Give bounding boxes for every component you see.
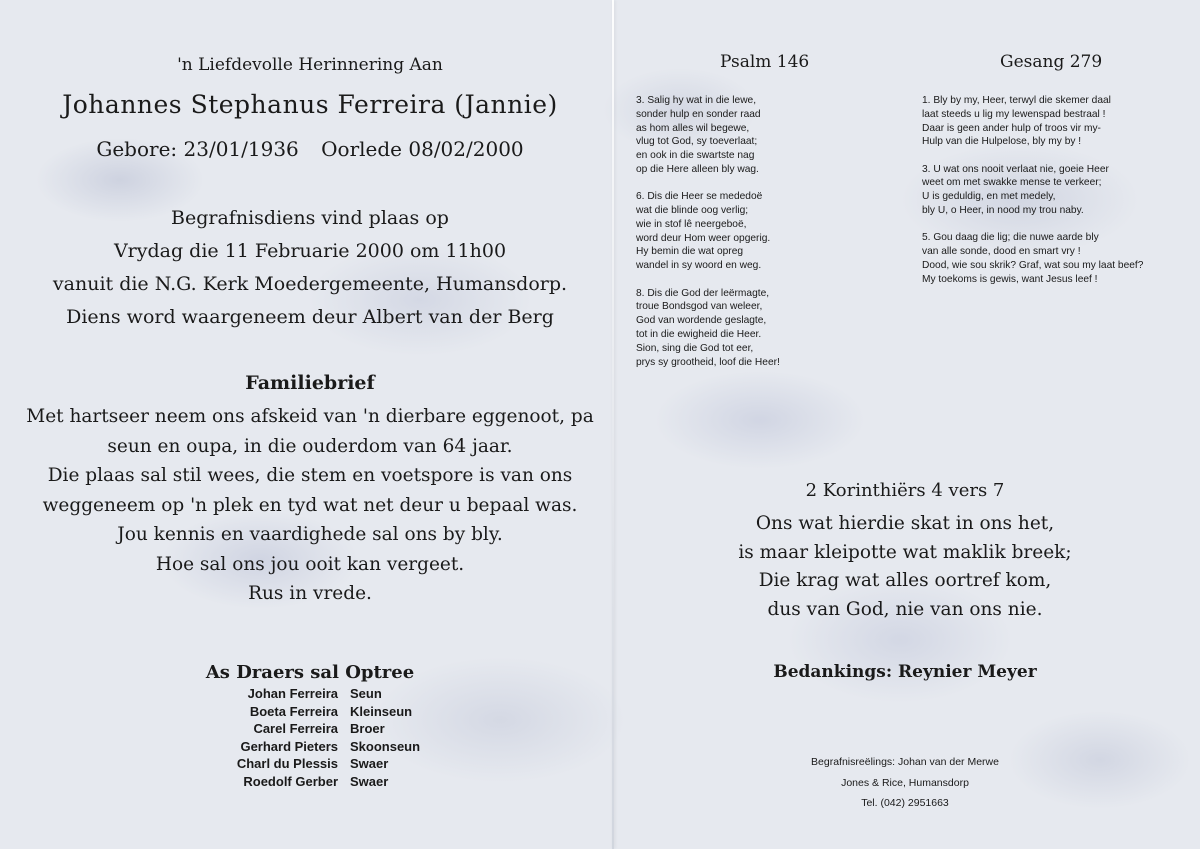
deceased-name: Johannes Stephanus Ferreira (Jannie) bbox=[62, 90, 558, 119]
pallbearer-relation: Kleinseun bbox=[350, 703, 413, 719]
verse-line: God van wordende geslagte, bbox=[636, 315, 767, 327]
verse-line: op die Here alleen bly wag. bbox=[636, 163, 759, 175]
verse-line: 8. Dis die God der leërmagte, bbox=[636, 287, 770, 299]
pallbearers-title: As Draers sal Optree bbox=[205, 662, 415, 683]
psalm-verse bbox=[636, 287, 780, 370]
letter-line: Rus in vrede. bbox=[248, 583, 372, 604]
hymn-title: Gesang 279 bbox=[1000, 52, 1103, 72]
pallbearer-name: Roedolf Gerber bbox=[243, 773, 338, 789]
letter-line: weggeneem op 'n plek en tyd wat net deur u bepaal was. bbox=[42, 494, 578, 516]
pallbearer-name: Charl du Plessis bbox=[236, 756, 338, 771]
verse-line: wandel in sy woord en weg. bbox=[636, 260, 762, 272]
scripture-line: is maar kleipotte wat maklik breek; bbox=[738, 541, 1072, 563]
verse-line: 5. Gou daag die lig; die nuwe aarde bly bbox=[922, 232, 1099, 244]
verse-line: word deur Hom weer opgerig. bbox=[636, 232, 771, 244]
undertaker-line: Begrafnisreëlings: Johan van der Merwe bbox=[811, 756, 999, 768]
pallbearer-relation: Swaer bbox=[350, 773, 389, 789]
verse-line: laat steeds u lig my lewenspad bestraal ! bbox=[922, 108, 1106, 120]
pallbearers-list bbox=[188, 686, 450, 791]
family-letter bbox=[20, 402, 600, 609]
pallbearer-name: Carel Ferreira bbox=[253, 721, 338, 736]
pallbearer-name: Johan Ferreira bbox=[247, 686, 338, 701]
pallbearer-row bbox=[188, 686, 450, 704]
hymn-verse bbox=[922, 163, 1143, 218]
thanks-line: Bedankings: Reynier Meyer bbox=[773, 662, 1037, 682]
service-details bbox=[20, 202, 600, 334]
pallbearer-row bbox=[188, 739, 450, 757]
service-line: Vrydag die 11 Februarie 2000 om 11h00 bbox=[113, 240, 507, 262]
verse-line: U is geduldig, en met medely, bbox=[922, 191, 1056, 203]
verse-line: Hy bemin die wat opreg bbox=[636, 246, 744, 258]
verse-line: 3. Salig hy wat in die lewe, bbox=[636, 95, 757, 106]
death-date: Oorlede 08/02/2000 bbox=[321, 137, 524, 161]
undertaker-line: Tel. (042) 2951663 bbox=[861, 797, 949, 809]
verse-line: Sion, sing die God tot eer, bbox=[636, 342, 754, 354]
verse-line: tot in die ewigheid die Heer. bbox=[636, 328, 762, 340]
verse-line: 1. Bly by my, Heer, terwyl die skemer daal bbox=[922, 95, 1111, 106]
undertaker-details bbox=[620, 752, 1190, 814]
verse-line: van alle sonde, dood en smart vry ! bbox=[922, 246, 1081, 258]
pallbearer-relation: Swaer bbox=[350, 756, 389, 771]
pallbearer-row bbox=[188, 774, 450, 792]
pallbearer-name: Boeta Ferreira bbox=[249, 703, 338, 719]
life-dates bbox=[20, 137, 600, 161]
letter-line: Met hartseer neem ons afskeid van 'n dierbare eggenoot, pa bbox=[26, 406, 594, 427]
verse-line: as hom alles wil begewe, bbox=[636, 122, 750, 134]
verse-line: 6. Dis die Heer se mededoë bbox=[636, 191, 763, 203]
scripture-line: Ons wat hierdie skat in ons het, bbox=[755, 513, 1055, 534]
scripture-line: Die krag wat alles oortref kom, bbox=[758, 570, 1052, 591]
psalm-verse bbox=[636, 94, 780, 177]
verse-line: Daar is geen ander hulp of troos vir my- bbox=[922, 122, 1101, 134]
right-panel bbox=[620, 0, 1190, 849]
pallbearer-row bbox=[188, 721, 450, 739]
psalm-title: Psalm 146 bbox=[720, 52, 810, 72]
verse-line: wat die blinde oog verlig; bbox=[636, 205, 749, 217]
left-panel bbox=[20, 0, 600, 849]
letter-line: seun en oupa, in die ouderdom van 64 jaar. bbox=[107, 435, 513, 457]
psalm-verses bbox=[636, 94, 780, 383]
letter-line: Jou kennis en vaardighede sal ons by bly. bbox=[117, 524, 503, 545]
verse-line: 3. U wat ons nooit verlaat nie, goeie Heer bbox=[922, 163, 1109, 175]
intro-line: 'n Liefdevolle Herinnering Aan bbox=[177, 55, 443, 75]
letter-line: Hoe sal ons jou ooit kan vergeet. bbox=[155, 553, 465, 575]
service-line: vanuit die N.G. Kerk Moedergemeente, Humansdorp. bbox=[52, 273, 568, 295]
pallbearer-relation: Seun bbox=[350, 686, 382, 701]
hymn-verse bbox=[922, 94, 1143, 149]
scripture-text bbox=[620, 510, 1190, 624]
verse-line: weet om met swakke mense te verkeer; bbox=[922, 177, 1102, 189]
pallbearer-relation: Broer bbox=[350, 721, 385, 736]
verse-line: en ook in die swartste nag bbox=[636, 150, 755, 162]
verse-line: Dood, wie sou skrik? Graf, wat sou my laat beef? bbox=[922, 259, 1144, 271]
psalm-verse bbox=[636, 190, 780, 273]
scripture-line: dus van God, nie van ons nie. bbox=[767, 598, 1043, 620]
verse-line: sonder hulp en sonder raad bbox=[636, 108, 761, 120]
pallbearer-relation: Skoonseun bbox=[350, 738, 421, 754]
verse-line: troue Bondsgod van weleer, bbox=[636, 301, 763, 313]
verse-line: Hulp van die Hulpelose, bly my by ! bbox=[922, 136, 1082, 148]
verse-line: vlug tot God, sy toeverlaat; bbox=[636, 136, 758, 148]
verse-line: bly U, o Heer, in nood my trou naby. bbox=[922, 205, 1084, 217]
hymn-verse bbox=[922, 231, 1143, 286]
scripture-title: 2 Korinthiërs 4 vers 7 bbox=[805, 480, 1005, 501]
pallbearer-name: Gerhard Pieters bbox=[240, 738, 338, 754]
verse-line: wie in stof lê neergeboë, bbox=[636, 218, 747, 230]
service-line: Begrafnisdiens vind plaas op bbox=[171, 207, 449, 229]
family-letter-title: Familiebrief bbox=[245, 372, 375, 394]
pallbearer-row bbox=[188, 704, 450, 722]
verse-line: My toekoms is gewis, want Jesus leef ! bbox=[922, 273, 1098, 285]
hymn-verses bbox=[922, 94, 1143, 300]
center-fold bbox=[612, 0, 614, 849]
letter-line: Die plaas sal stil wees, die stem en voetspore is van ons bbox=[47, 465, 573, 486]
pallbearer-row bbox=[188, 756, 450, 774]
verse-line: prys sy grootheid, loof die Heer! bbox=[636, 356, 780, 368]
birth-date: Gebore: 23/01/1936 bbox=[96, 137, 299, 161]
service-line: Diens word waargeneem deur Albert van der Berg bbox=[66, 306, 554, 328]
undertaker-line: Jones & Rice, Humansdorp bbox=[841, 776, 969, 789]
